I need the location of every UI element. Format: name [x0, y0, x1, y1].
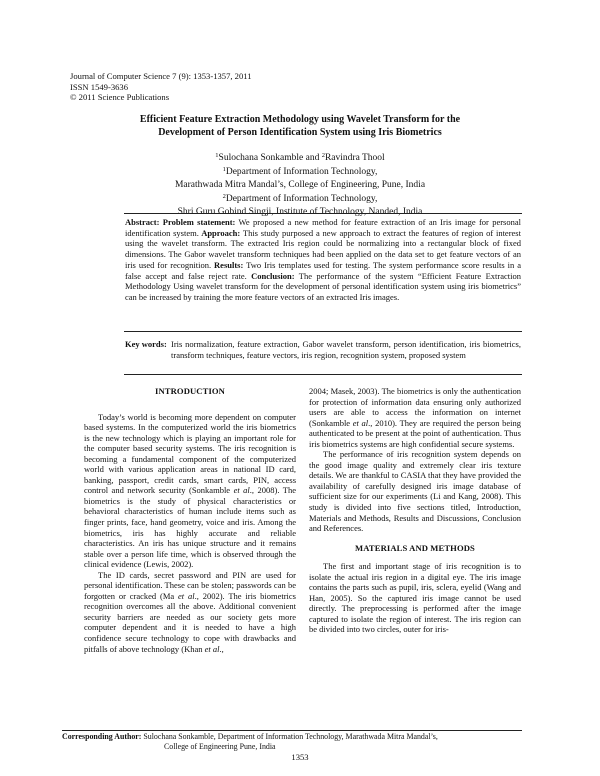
- keywords-bottom-rule: [124, 374, 522, 375]
- corresponding-author: [62, 732, 532, 751]
- intro-p2-part-c: .,: [219, 643, 224, 654]
- keywords-text: Iris normalization, feature extraction, Gabor wavelet transform, person identification, iris biometrics, transform techniques, feature vectors, iris region, recognition system, proposed system: [171, 339, 521, 360]
- intro-p2-part-b: ., 2002). The iris biometrics recognition overcomes all the above. Additional convenient security barriers are needed as our society gets more computer dependent and it is needed to have a high confidence secure technology to cope with drawbacks and pitfalls of above technology (Khan: [84, 590, 296, 654]
- intro-p1-part-b: ., 2008). The biometrics is the study of physical characteristics or behavioral characteristics of human include items such as finger prints, face, hand geometry, voice and iris. Among the biometrics, iris has highly accurate and reliable characteristics. An iris has unique structure and it remains stable over a person life time, which is observed through the clinical evidence (Lewis, 2002).: [84, 485, 296, 570]
- right-p1-etal: et al: [352, 417, 369, 428]
- affiliation-2-superscript: 2: [222, 193, 226, 201]
- right-p1-part-b: ., 2010). They are required the person being authenticated to be present at the point of authentication. Thus iris biometrics systems are high confidential secure systems.: [309, 417, 522, 449]
- affiliation-1-institution: Marathwada Mitra Mandal’s, College of Engineering, Pune, India: [174, 179, 426, 190]
- page-number: 1353: [291, 752, 309, 762]
- abstract-top-rule: [124, 213, 522, 214]
- right-paragraph-2: The performance of iris recognition system depends on the good image quality and extremely clear iris texture details. We are thankful to CASIA that they have provided the availability of carefully designed iris image database of sufficient size for our experiments (Li and Kang, 2008). This study is divided into five sections titled, Introduction, Materials and Methods, Results and Discussions, Conclusion and References.: [309, 449, 521, 534]
- approach-label: Approach:: [198, 227, 241, 238]
- abstract: [125, 217, 521, 303]
- title-line-1: Efficient Feature Extraction Methodology using Wavelet Transform for the: [139, 114, 461, 125]
- left-column: [84, 386, 296, 654]
- author2-superscript: 2: [321, 152, 325, 159]
- corresponding-author-label: Corresponding Author:: [62, 732, 142, 741]
- conclusion-label: Conclusion:: [246, 270, 295, 281]
- title-line-2: Development of Person Identification System using Iris Biometrics: [158, 127, 442, 138]
- journal-citation: Journal of Computer Science 7 (9): 1353-1357, 2011: [70, 71, 252, 81]
- approach-text: This study purposed a new approach to extract the features of region of interest using the wavelet transform. The extracted Iris region could be normalizing into a rectangular block of fixed dimensions. The Gabor wavelet transform techniques had been applied on the data set to get feature vectors of an iris used for recognition.: [125, 227, 521, 270]
- intro-p2-etal: et al: [178, 590, 195, 601]
- journal-header: [70, 71, 252, 103]
- right-column: [309, 386, 521, 635]
- author-block: [70, 150, 530, 218]
- corresponding-author-text: Sulochana Sonkamble, Department of Information Technology, Marathwada Mitra Mandal’s,: [141, 732, 438, 741]
- author-names: [70, 150, 530, 164]
- affiliation-2-institution: Shri Guru Gobind Singji, Institute of Technology, Nanded, India: [177, 206, 423, 217]
- intro-p1-etal: et al: [233, 485, 250, 496]
- footer-rule: [62, 730, 522, 731]
- introduction-heading: INTRODUCTION: [155, 386, 225, 396]
- intro-p1-part-a: Today’s world is becoming more dependent on computer based systems. In the computerized world the iris biometrics is the new technology which is playing an important role for the computer based security systems. The iris recognition is becoming a fundamental component of the computerized world with various application areas in national ID card, banking, passport, credit cards, smart cards, PIN, access control and network security (Sonkamble: [84, 411, 296, 496]
- affiliation-2-dept: [70, 191, 530, 205]
- author-2: Ravindra Thool: [324, 153, 385, 163]
- corresponding-author-line-2: College of Engineering Pune, India: [164, 741, 276, 751]
- conclusion-text: The performance of the system “Efficient Feature Extraction Methodology Using wavelet transform for the development of personal identification system using iris biometrics” can be increased by training the more feature vectors of an extracted Iris images.: [125, 270, 521, 302]
- materials-methods-heading: MATERIALS AND METHODS: [355, 542, 475, 553]
- affiliation-1-superscript: 1: [222, 166, 226, 174]
- problem-statement-text: We proposed a new method for feature extraction of an Iris image for personal identification system.: [125, 217, 521, 238]
- author-1: Sulochana Sonkamble and: [218, 153, 322, 163]
- materials-paragraph-1: The first and important stage of iris recognition is to isolate the actual iris region in a digital eye. The iris image contains the parts such as pupil, iris, sclera, eyelid (Wang and Han, 2005). So the captured iris image cannot be used directly. The preprocessing is performed after the image captured to isolate the region of interest. The iris region can be divided into two circles, outer for iris-: [309, 561, 521, 635]
- results-text: Two Iris templates used for testing. The system performance score results in a false accept and false reject rate.: [125, 259, 521, 281]
- copyright: © 2011 Science Publications: [70, 92, 170, 103]
- keywords-label: Key words:: [125, 339, 167, 349]
- corresponding-author-line-1: [62, 732, 532, 742]
- affiliation-2-dept-text: Department of Information Technology,: [225, 194, 378, 205]
- problem-statement-label: Problem statement:: [159, 217, 236, 227]
- heading-gap: [84, 405, 296, 412]
- intro-p2-part-a: The ID cards, secret password and PIN are used for personal identification. These can be stolen; passwords can be forgotten or cracked (Ma: [84, 569, 296, 601]
- abstract-bottom-rule: [124, 331, 522, 332]
- abstract-label: Abstract:: [125, 217, 160, 227]
- right-p1-part-a: 2004; Masek, 2003). The biometrics is only the authentication for protection of information data ensuring only authorized users are able to access the information on internet (Sonkamble: [309, 386, 521, 428]
- issn: ISSN 1549-3636: [70, 81, 129, 92]
- affiliation-1-dept: [70, 164, 530, 178]
- affiliation-1-dept-text: Department of Information Technology,: [225, 167, 378, 178]
- right-paragraph-1: [309, 386, 521, 449]
- results-label: Results:: [211, 259, 244, 270]
- intro-paragraph-1: [84, 412, 296, 570]
- author1-superscript: 1: [215, 152, 219, 159]
- keywords: [125, 339, 521, 361]
- intro-p2-etal-2: et al: [204, 643, 220, 654]
- intro-paragraph-2: [84, 570, 296, 654]
- paper-title: [70, 113, 530, 139]
